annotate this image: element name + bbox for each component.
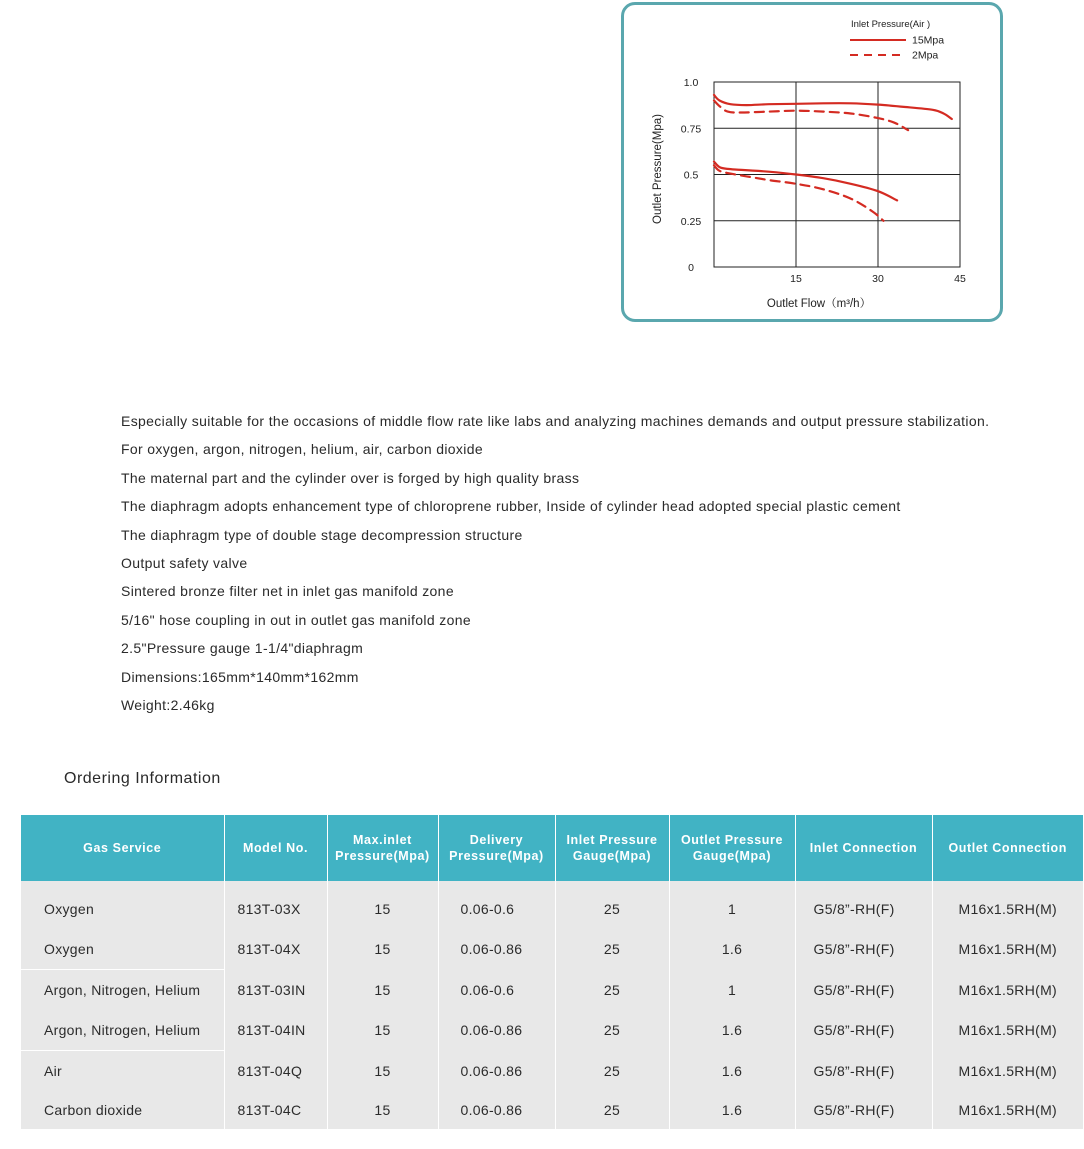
- feature-item: The diaphragm type of double stage decompression structure: [121, 526, 523, 543]
- cell-outlet-gauge: 1.6: [669, 1091, 795, 1129]
- cell-max-inlet: 15: [327, 889, 438, 929]
- header-inlet-pressure-gauge: Inlet Pressure Gauge(Mpa): [555, 815, 669, 881]
- cell-max-inlet: 15: [327, 1091, 438, 1129]
- y-tick-label: 0.25: [680, 215, 702, 228]
- header-delivery-pressure: Delivery Pressure(Mpa): [438, 815, 555, 881]
- header-inlet-connection: Inlet Connection: [795, 815, 932, 881]
- cell-outlet-connection: M16x1.5RH(M): [932, 889, 1083, 929]
- y-tick-label: 0: [688, 262, 694, 274]
- cell-model: 813T-04C: [224, 1091, 327, 1129]
- legend-label-2mpa: 2Mpa: [912, 49, 939, 62]
- table-row: [21, 1010, 1083, 1051]
- cell-outlet-gauge: 1: [669, 889, 795, 929]
- chart-grid: [714, 82, 960, 267]
- feature-item: Sintered bronze filter net in inlet gas manifold zone: [121, 583, 454, 600]
- x-tick-label: 15: [790, 273, 802, 285]
- cell-gas: Oxygen: [21, 889, 224, 929]
- cell-outlet-connection: M16x1.5RH(M): [932, 970, 1083, 1011]
- cell-inlet-connection: G5/8”-RH(F): [795, 1051, 932, 1092]
- series-line-15mpa-upper: [714, 95, 952, 119]
- cell-inlet-gauge: 25: [555, 889, 669, 929]
- table-header-row: [21, 815, 1083, 881]
- cell-delivery: 0.06-0.86: [438, 1091, 555, 1129]
- feature-item: For oxygen, argon, nitrogen, helium, air, carbon dioxide: [121, 441, 484, 458]
- cell-model: 813T-03X: [224, 889, 327, 929]
- table-row: [21, 1091, 1083, 1129]
- cell-outlet-gauge: 1.6: [669, 929, 795, 970]
- cell-delivery: 0.06-0.86: [438, 1051, 555, 1092]
- cell-gas: Carbon dioxide: [21, 1091, 224, 1129]
- feature-item: 2.5"Pressure gauge 1-1/4"diaphragm: [121, 640, 364, 657]
- x-tick-label: 45: [954, 273, 966, 285]
- header-outlet-connection: Outlet Connection: [932, 815, 1083, 881]
- legend-title: Inlet Pressure(Air ): [851, 19, 931, 30]
- cell-model: 813T-04IN: [224, 1010, 327, 1051]
- cell-inlet-gauge: 25: [555, 1051, 669, 1092]
- table-row: [21, 1051, 1083, 1092]
- y-tick-label: 0.75: [680, 123, 702, 136]
- feature-item: The maternal part and the cylinder over is forged by high quality brass: [121, 469, 580, 486]
- cell-model: 813T-03IN: [224, 970, 327, 1011]
- cell-inlet-connection: G5/8”-RH(F): [795, 929, 932, 970]
- table-row: [21, 929, 1083, 970]
- x-axis-title: Outlet Flow（m³/h）: [766, 298, 872, 310]
- feature-item: Output safety valve: [121, 554, 248, 571]
- cell-max-inlet: 15: [327, 1010, 438, 1051]
- cell-delivery: 0.06-0.6: [438, 970, 555, 1011]
- cell-inlet-connection: G5/8”-RH(F): [795, 889, 932, 929]
- y-tick-label: 1.0: [683, 77, 699, 89]
- cell-gas: Air: [21, 1051, 224, 1092]
- cell-max-inlet: 15: [327, 1051, 438, 1092]
- feature-item: Dimensions:165mm*140mm*162mm: [121, 668, 359, 685]
- ordering-table: [21, 815, 1083, 1129]
- cell-inlet-connection: G5/8”-RH(F): [795, 1010, 932, 1051]
- cell-model: 813T-04X: [224, 929, 327, 970]
- cell-inlet-gauge: 25: [555, 1010, 669, 1051]
- cell-delivery: 0.06-0.86: [438, 929, 555, 970]
- table-spacer: [21, 881, 1083, 889]
- feature-item: The diaphragm adopts enhancement type of chloroprene rubber, Inside of cylinder head adopted special plastic cement: [121, 498, 901, 515]
- cell-inlet-gauge: 25: [555, 970, 669, 1011]
- chart-series: [714, 95, 952, 221]
- cell-delivery: 0.06-0.6: [438, 889, 555, 929]
- cell-outlet-connection: M16x1.5RH(M): [932, 1091, 1083, 1129]
- cell-outlet-connection: M16x1.5RH(M): [932, 1010, 1083, 1051]
- y-axis-title: Outlet Pressure(Mpa): [652, 114, 664, 224]
- cell-outlet-connection: M16x1.5RH(M): [932, 929, 1083, 970]
- cell-outlet-connection: M16x1.5RH(M): [932, 1051, 1083, 1092]
- series-line-15mpa-lower: [714, 162, 897, 201]
- cell-model: 813T-04Q: [224, 1051, 327, 1092]
- header-model-no: Model No.: [224, 815, 327, 881]
- x-tick-label: 30: [872, 273, 884, 285]
- cell-gas: Oxygen: [21, 929, 224, 970]
- cell-gas: Argon, Nitrogen, Helium: [21, 970, 224, 1011]
- cell-outlet-gauge: 1: [669, 970, 795, 1011]
- series-line-2mpa-lower: [714, 165, 884, 221]
- cell-inlet-connection: G5/8”-RH(F): [795, 970, 932, 1011]
- feature-list: [121, 407, 989, 719]
- cell-gas: Argon, Nitrogen, Helium: [21, 1010, 224, 1051]
- legend-label-15mpa: 15Mpa: [912, 34, 945, 47]
- header-outlet-pressure-gauge: Outlet Pressure Gauge(Mpa): [669, 815, 795, 881]
- table-row: [21, 889, 1083, 929]
- ordering-title: Ordering Information: [64, 770, 221, 787]
- cell-delivery: 0.06-0.86: [438, 1010, 555, 1051]
- cell-inlet-gauge: 25: [555, 929, 669, 970]
- cell-inlet-connection: G5/8”-RH(F): [795, 1091, 932, 1129]
- table-row: [21, 970, 1083, 1011]
- feature-item: Especially suitable for the occasions of middle flow rate like labs and analyzing machines demands and output pressure stabilization.: [121, 413, 990, 429]
- chart-card: [621, 2, 1003, 322]
- cell-inlet-gauge: 25: [555, 1091, 669, 1129]
- cell-outlet-gauge: 1.6: [669, 1010, 795, 1051]
- header-max-inlet-pressure: Max.inlet Pressure(Mpa): [327, 815, 438, 881]
- cell-max-inlet: 15: [327, 970, 438, 1011]
- header-gas-service: Gas Service: [21, 815, 224, 881]
- feature-item: 5/16" hose coupling in out in outlet gas manifold zone: [121, 611, 471, 628]
- feature-item: Weight:2.46kg: [121, 696, 215, 713]
- y-tick-label: 0.5: [683, 169, 699, 182]
- cell-outlet-gauge: 1.6: [669, 1051, 795, 1092]
- flow-pressure-chart: [624, 5, 1000, 319]
- cell-max-inlet: 15: [327, 929, 438, 970]
